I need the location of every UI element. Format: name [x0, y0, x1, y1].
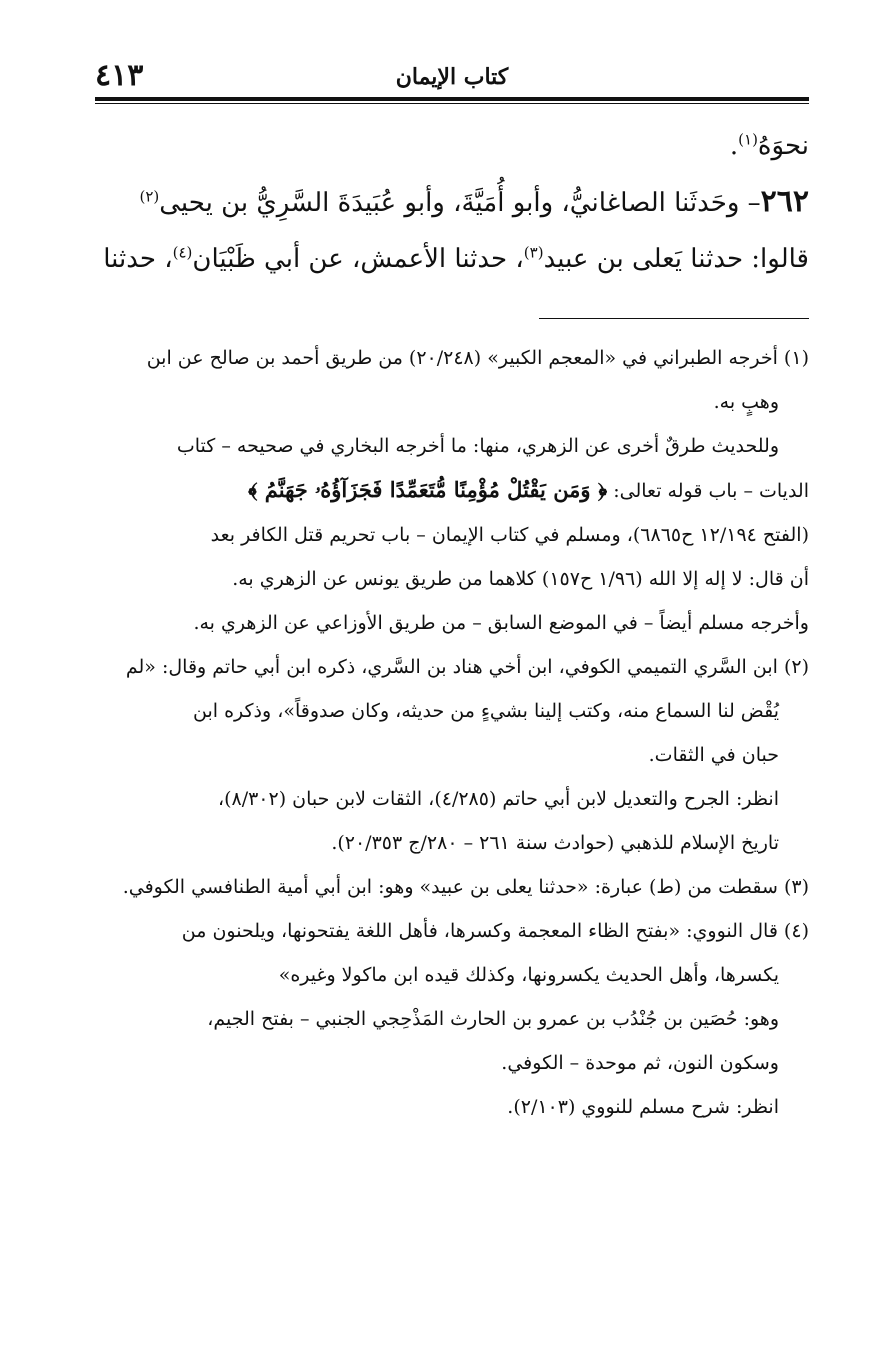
main-text-segment: نحوَهُ: [757, 131, 809, 161]
footnote-1-line: (الفتح ١٢/١٩٤ ح٦٨٦٥)، ومسلم في كتاب الإيمان – باب تحريم قتل الكافر بعد: [210, 524, 809, 546]
header-rule-thin: [95, 103, 809, 104]
footnote-4-line: انظر: شرح مسلم للنووي (٢/١٠٣).: [507, 1096, 779, 1118]
footnote-1-line: وللحديث طرقٌ أخرى عن الزهري، منها: ما أخرجه البخاري في صحيحه – كتاب: [176, 435, 779, 457]
footnote-marker: (٢): [139, 187, 160, 206]
page-header: [95, 58, 809, 98]
main-text: [95, 118, 809, 287]
footnote-marker: (٣): [523, 243, 544, 262]
footnote-2-line: تاريخ الإسلام للذهبي (حوادث سنة ٢٦١ – ٢٨٠/ج ٢٠/٣٥٣).: [331, 832, 779, 854]
footnote-3-line: (٣) سقطت من (ط) عبارة: «حدثنا يعلى بن عبيد» وهو: ابن أبي أمية الطنافسي الكوفي.: [122, 876, 809, 898]
footnote-separator: [539, 318, 809, 319]
main-text-segment: ، حدثنا: [103, 244, 173, 274]
footnote-4-line: يكسرها، وأهل الحديث يكسرونها، وكذلك قيده ابن ماكولا وغيره»: [278, 964, 779, 986]
hadith-number: ٢٦٢: [760, 184, 809, 219]
footnote-2-line: حبان في الثقات.: [648, 744, 779, 766]
footnote-marker: (٤): [172, 243, 193, 262]
footnote-2-line: (٢) ابن السَّري التميمي الكوفي، ابن أخي هناد بن السَّري، ذكره ابن أبي حاتم وقال: «لم: [125, 656, 809, 678]
footnotes: [95, 336, 809, 1129]
main-line: [95, 174, 809, 231]
footnote-1-segment: الديات – باب قوله تعالى:: [607, 480, 809, 502]
main-text-segment: – وحَدثَنا الصاغانيُّ، وأبو أُمَيَّةَ، وأبو عُبَيدَةَ السَّرِيُّ بن يحيى: [159, 188, 761, 218]
footnote-1-line: (١) أخرجه الطبراني في «المعجم الكبير» (٢٠/٢٤٨) من طريق أحمد بن صالح عن ابن: [146, 347, 809, 369]
footnote-4-line: وسكون النون، ثم موحدة – الكوفي.: [501, 1052, 779, 1074]
running-title: كتاب الإيمان: [395, 64, 509, 90]
footnote-1-line: أن قال: لا إله إلا الله (١/٩٦ ح١٥٧) كلاهما من طريق يونس عن الزهري به.: [232, 568, 809, 590]
footnote-1-line: وهبٍ به.: [713, 391, 779, 413]
footnote-marker: (١): [738, 130, 758, 149]
footnote-1-line: وأخرجه مسلم أيضاً – في الموضع السابق – من طريق الأوزاعي عن الزهري به.: [193, 612, 809, 634]
footnote-2-line: انظر: الجرح والتعديل لابن أبي حاتم (٤/٢٨٥)، الثقات لابن حبان (٨/٣٠٢)،: [217, 788, 779, 810]
header-rule-thick: [95, 97, 809, 101]
footnote-4-line: وهو: حُصَين بن جُنْدُب بن عمرو بن الحارث المَذْحِجي الجنبي – بفتح الجيم،: [207, 1008, 779, 1030]
main-text-segment: قالوا: حدثنا يَعلى بن عبيد: [543, 244, 809, 274]
footnote-1-line: [95, 468, 809, 513]
footnote-4-line: (٤) قال النووي: «بفتح الظاء المعجمة وكسرها، فأهل اللغة يفتحونها، ويلحنون من: [181, 920, 809, 942]
main-line: [95, 231, 809, 287]
main-text-segment: ، حدثنا الأعمش، عن أبي ظَبْيَان: [192, 244, 524, 274]
quran-verse: ﴿ وَمَن يَقْتُلْ مُؤْمِنًا مُّتَعَمِّدًا فَجَزَآؤُهُۥ جَهَنَّمُ ﴾: [248, 477, 608, 502]
main-text-segment: .: [729, 131, 739, 161]
main-line: [95, 118, 809, 174]
footnote-2-line: يُقْض لنا السماع منه، وكتب إلينا بشيءٍ من حديثه، وكان صدوقاً»، وذكره ابن: [193, 700, 779, 722]
page-number: ٤١٣: [95, 58, 144, 93]
